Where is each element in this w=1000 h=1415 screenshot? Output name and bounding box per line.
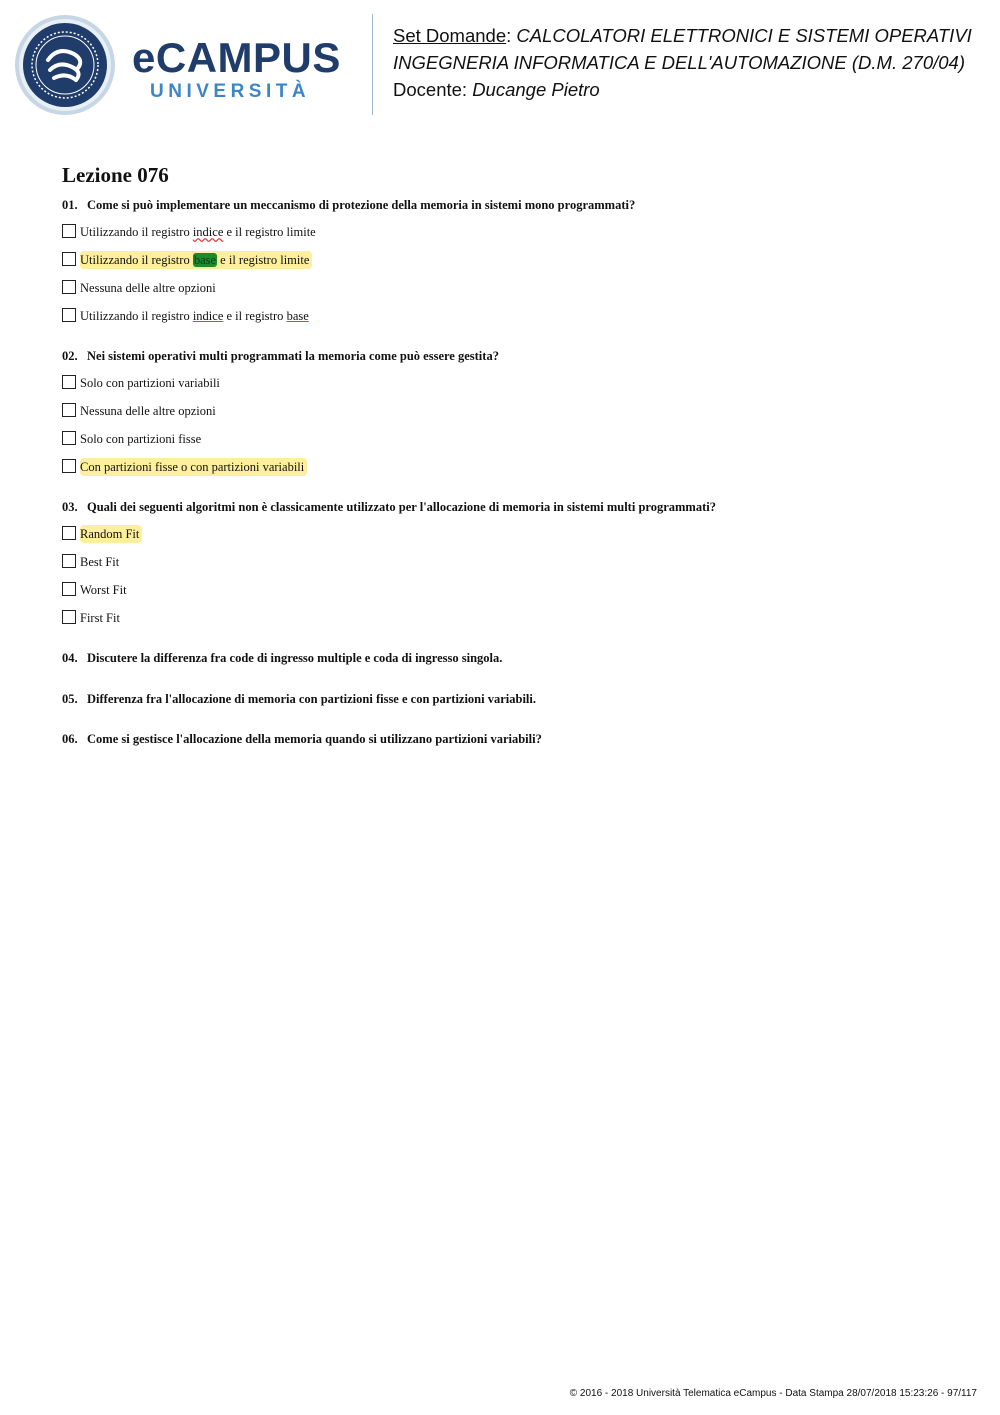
- question-number: 03.: [62, 500, 78, 514]
- checkbox[interactable]: [62, 308, 76, 322]
- option-text: Solo con partizioni variabili: [80, 376, 220, 390]
- question-text: Come si gestisce l'allocazione della memoria quando si utilizzano partizioni variabili?: [87, 732, 542, 746]
- question-01: [62, 196, 635, 214]
- set-label: Set Domande: [393, 25, 507, 46]
- option-text: e il registro: [223, 309, 287, 323]
- highlighted-answer: Random Fit: [80, 525, 142, 543]
- question-text: Come si può implementare un meccanismo di protezione della memoria in sistemi mono programmati?: [87, 198, 636, 212]
- teacher-line: [393, 76, 993, 103]
- highlighted-answer: Con partizioni fisse o con partizioni variabili: [80, 458, 307, 476]
- checkbox[interactable]: [62, 431, 76, 445]
- question-number: 05.: [62, 692, 78, 706]
- question-number: 01.: [62, 198, 78, 212]
- course-info: [393, 22, 993, 103]
- option-text: First Fit: [80, 611, 120, 625]
- checkbox[interactable]: [62, 582, 76, 596]
- option-text: Worst Fit: [80, 583, 127, 597]
- option-text: Nessuna delle altre opzioni: [80, 404, 216, 418]
- option-text-marked: indice: [192, 309, 224, 323]
- option-text: Best Fit: [80, 555, 120, 569]
- teacher-label: Docente:: [393, 79, 473, 100]
- university-seal-icon: [14, 14, 116, 116]
- question-number: 04.: [62, 651, 78, 665]
- ecampus-logo: [14, 14, 359, 116]
- page-header: [0, 0, 1000, 130]
- question-06: [62, 730, 542, 748]
- question-04: [62, 649, 502, 667]
- highlighted-answer: [80, 251, 312, 269]
- checkbox[interactable]: [62, 252, 76, 266]
- lesson-title: Lezione 076: [62, 163, 169, 187]
- option-text-boxed: base: [193, 253, 217, 267]
- question-02: [62, 347, 499, 365]
- checkbox[interactable]: [62, 403, 76, 417]
- question-text: Differenza fra l'allocazione di memoria con partizioni fisse e con partizioni variabili.: [87, 692, 536, 706]
- checkbox[interactable]: [62, 375, 76, 389]
- option-text: Utilizzando il registro: [80, 309, 193, 323]
- option-text: Utilizzando il registro: [80, 253, 193, 267]
- checkbox[interactable]: [62, 526, 76, 540]
- question-05: [62, 690, 536, 708]
- option-text: Utilizzando il registro: [80, 225, 193, 239]
- question-text: Discutere la differenza fra code di ingresso multiple e coda di ingresso singola.: [87, 651, 503, 665]
- brand-wordmark: [132, 36, 341, 104]
- brand-name: eCAMPUS: [132, 34, 341, 81]
- option-text: Solo con partizioni fisse: [80, 432, 202, 446]
- page-footer: © 2016 - 2018 Università Telematica eCampus - Data Stampa 28/07/2018 15:23:26 - 97/117: [569, 1388, 977, 1399]
- course-line-1: [393, 22, 993, 49]
- option-text: Nessuna delle altre opzioni: [80, 281, 216, 295]
- checkbox[interactable]: [62, 280, 76, 294]
- option-text-marked: base: [286, 309, 309, 323]
- set-separator: :: [506, 25, 517, 46]
- checkbox[interactable]: [62, 610, 76, 624]
- question-03: [62, 498, 716, 516]
- question-number: 02.: [62, 349, 78, 363]
- question-number: 06.: [62, 732, 78, 746]
- course-title: CALCOLATORI ELETTRONICI E SISTEMI OPERATIVI: [516, 25, 972, 46]
- header-divider: [372, 14, 373, 115]
- checkbox[interactable]: [62, 459, 76, 473]
- checkbox[interactable]: [62, 224, 76, 238]
- option-text-marked: indice: [192, 225, 224, 239]
- brand-subtitle: UNIVERSITÀ: [150, 81, 311, 102]
- course-line-2: INGEGNERIA INFORMATICA E DELL'AUTOMAZIONE (D.M. 270/04): [393, 52, 965, 73]
- option-text: e il registro limite: [223, 225, 316, 239]
- checkbox[interactable]: [62, 554, 76, 568]
- question-text: Nei sistemi operativi multi programmati la memoria come può essere gestita?: [87, 349, 499, 363]
- question-text: Quali dei seguenti algoritmi non è classicamente utilizzato per l'allocazione di memoria in sistemi multi programmati?: [87, 500, 716, 514]
- option-text: e il registro limite: [217, 253, 310, 267]
- teacher-name: Ducange Pietro: [472, 79, 600, 100]
